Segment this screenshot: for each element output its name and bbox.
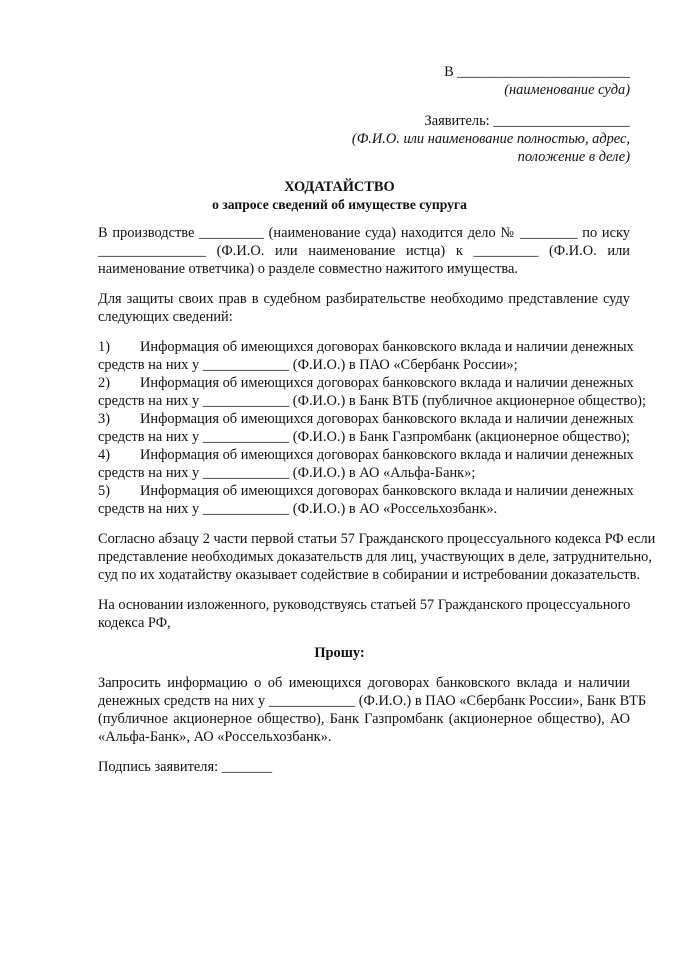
applicant-hint-2: положение в деле) bbox=[517, 149, 630, 165]
item-5-line-2: средств на них у ____________ (Ф.И.О.) в АО «Россельхозбанк». bbox=[98, 501, 498, 517]
item-1-line-1: Информация об имеющихся договорах банковского вклада и наличии денежных bbox=[140, 339, 634, 355]
law-line-2: представление необходимых доказательств для лиц, участвующих в деле, затруднительно, bbox=[98, 549, 652, 565]
document-title: ХОДАТАЙСТВО bbox=[284, 179, 395, 195]
intro-line-3: наименование ответчика) о разделе совместно нажитого имущества. bbox=[98, 261, 519, 277]
applicant-hint-1: (Ф.И.О. или наименование полностью, адрес, bbox=[351, 131, 630, 147]
need-line-2: следующих сведений: bbox=[98, 309, 233, 325]
item-4-line-2: средств на них у ____________ (Ф.И.О.) в АО «Альфа-Банк»; bbox=[98, 465, 476, 481]
signature-line: Подпись заявителя: _______ bbox=[98, 759, 273, 775]
item-4-line-1: Информация об имеющихся договорах банковского вклада и наличии денежных bbox=[140, 447, 634, 463]
court-line: В ________________________ bbox=[444, 64, 630, 80]
item-number: 4) bbox=[98, 447, 110, 463]
item-number: 3) bbox=[98, 411, 110, 427]
item-number: 5) bbox=[98, 483, 110, 499]
law-line-1: Согласно абзацу 2 части первой статьи 57 Гражданского процессуального кодекса РФ если bbox=[98, 531, 656, 547]
court-hint: (наименование суда) bbox=[504, 82, 630, 98]
request-line-3: (публичное акционерное общество), Банк Газпромбанк (акционерное общество), АО bbox=[98, 711, 630, 727]
basis-line-1: На основании изложенного, руководствуясь статьей 57 Гражданского процессуального bbox=[98, 597, 631, 613]
document-subtitle: о запросе сведений об имуществе супруга bbox=[212, 197, 467, 212]
request-line-4: «Альфа-Банк», АО «Россельхозбанк». bbox=[98, 729, 332, 745]
request-line-2: денежных средств на них у ____________ (Ф.И.О.) в ПАО «Сбербанк России», Банк ВТБ bbox=[98, 693, 647, 709]
intro-line-1: В производстве _________ (наименование суда) находится дело № ________ по иску bbox=[98, 225, 630, 241]
item-1-line-2: средств на них у ____________ (Ф.И.О.) в ПАО «Сбербанк России»; bbox=[98, 357, 518, 373]
request-title: Прошу: bbox=[314, 645, 365, 661]
item-2-line-1: Информация об имеющихся договорах банковского вклада и наличии денежных bbox=[140, 375, 634, 391]
applicant-line: Заявитель: ___________________ bbox=[424, 113, 630, 129]
need-line-1: Для защиты своих прав в судебном разбирательстве необходимо представление суду bbox=[98, 291, 630, 307]
law-line-3: суд по их ходатайству оказывает содействие в собирании и истребовании доказательств. bbox=[98, 567, 640, 583]
item-number: 2) bbox=[98, 375, 110, 391]
basis-line-2: кодекса РФ, bbox=[98, 615, 171, 631]
intro-line-2: _______________ (Ф.И.О. или наименование истца) к _________ (Ф.И.О. или bbox=[98, 243, 630, 259]
item-2-line-2: средств на них у ____________ (Ф.И.О.) в Банк ВТБ (публичное акционерное общество); bbox=[98, 393, 646, 409]
item-3-line-1: Информация об имеющихся договорах банковского вклада и наличии денежных bbox=[140, 411, 634, 427]
item-number: 1) bbox=[98, 339, 110, 355]
item-5-line-1: Информация об имеющихся договорах банковского вклада и наличии денежных bbox=[140, 483, 634, 499]
request-line-1: Запросить информацию о об имеющихся договорах банковского вклада и наличии bbox=[98, 675, 630, 691]
item-3-line-2: средств на них у ____________ (Ф.И.О.) в Банк Газпромбанк (акционерное общество); bbox=[98, 429, 631, 445]
